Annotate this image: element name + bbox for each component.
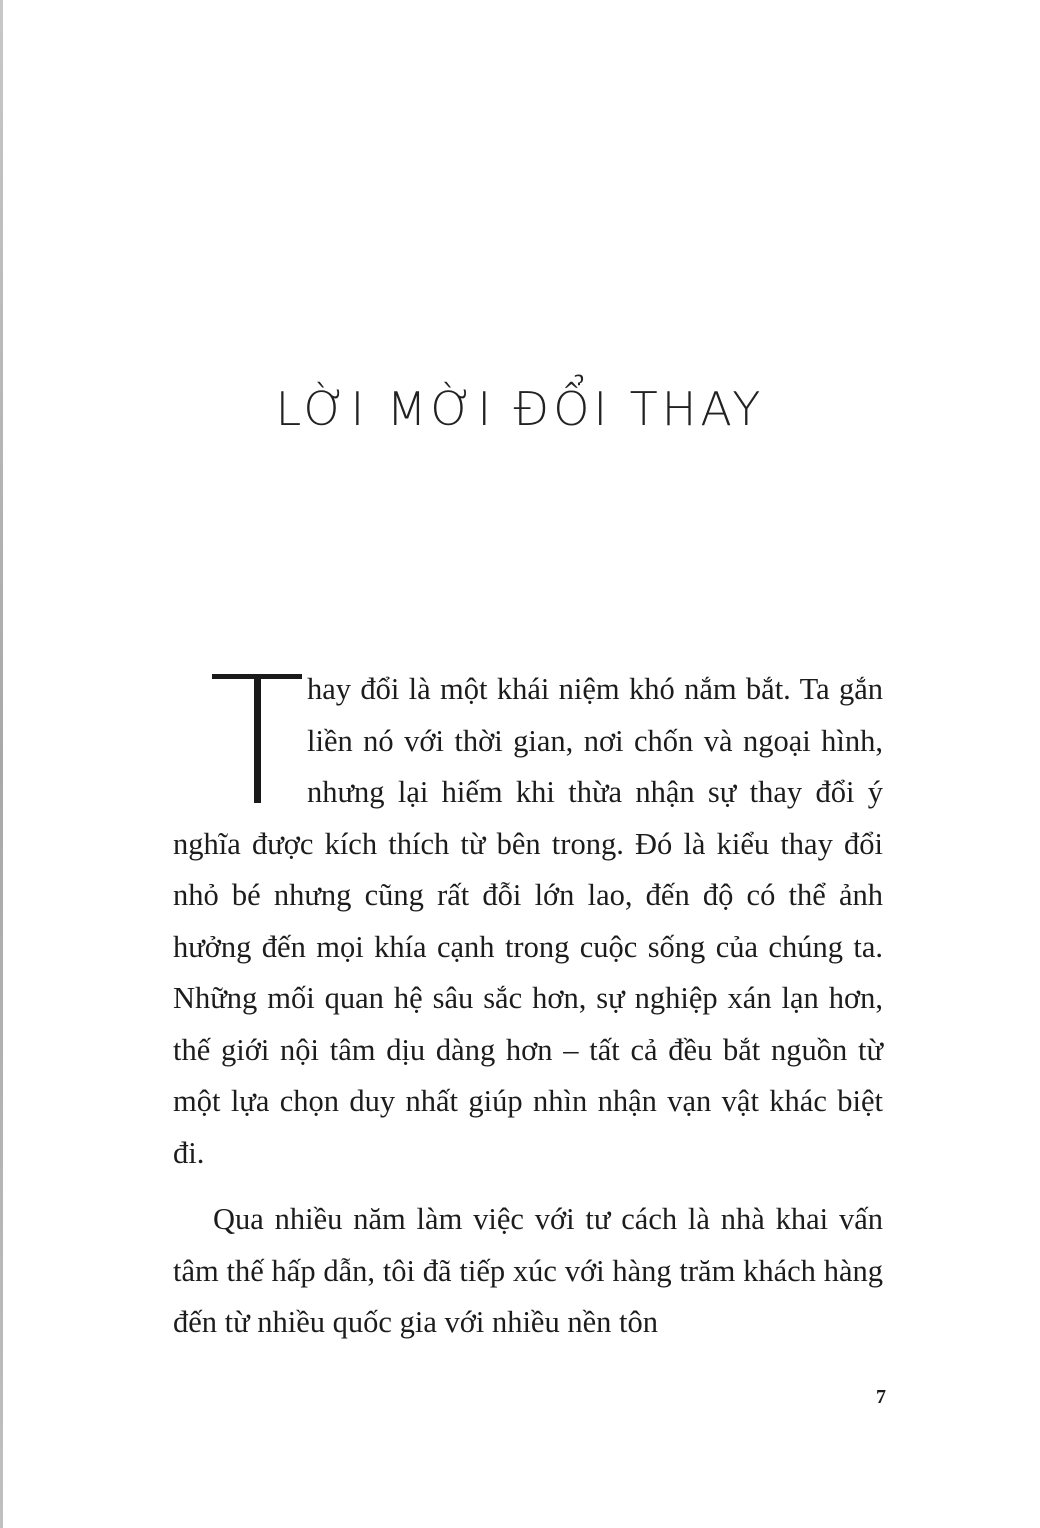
chapter-title: LỜI MỜI ĐỔI THAY (275, 382, 765, 436)
page-edge (0, 0, 3, 1528)
drop-cap (173, 664, 307, 814)
paragraph-1-text: hay đổi là một khái niệm khó nắm bắt. Ta gắn liền nó với thời gian, nơi chốn và ngoại hình, nhưng lại hiếm khi thừa nhận sự thay đổi ý nghĩa được kích thích từ bên trong. Đó là kiểu thay đổi nhỏ bé nhưng cũng rất đỗi lớn lao, đến độ có thể ảnh hưởng đến mọi khía cạnh trong cuộc sống của chúng ta. Những mối quan hệ sâu sắc hơn, sự nghiệp xán lạn hơn, thế giới nội tâm dịu dàng hơn – tất cả đều bắt nguồn từ một lựa chọn duy nhất giúp nhìn nhận vạn vật khác biệt đi. (173, 672, 883, 1170)
paragraph-2: Qua nhiều năm làm việc với tư cách là nhà khai vấn tâm thế hấp dẫn, tôi đã tiếp xúc với hàng trăm khách hàng đến từ nhiều quốc gia với nhiều nền tôn (173, 1202, 883, 1339)
drop-cap-glyph (173, 674, 307, 804)
drop-cap-letter (173, 664, 174, 665)
page-number: 7 (876, 1386, 886, 1408)
paragraph-1 (173, 664, 883, 1179)
